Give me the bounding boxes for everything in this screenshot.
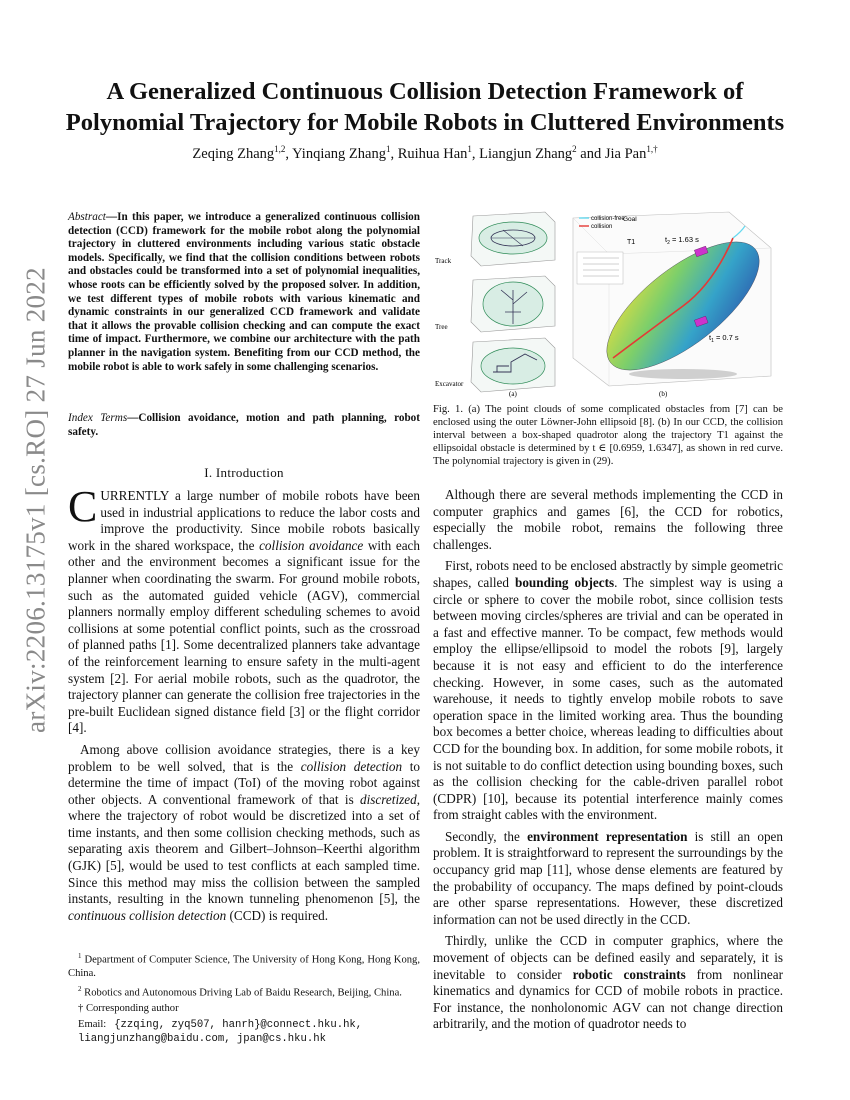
footnote-mark: 2 bbox=[78, 984, 82, 993]
author-list: Zeqing Zhang$^{1,2}$, Yinqiang Zhang$^1$, Ruihua Han$^1$, Liangjun Zhang$^2$ and Jia Pan$^{1,\dagger}$ bbox=[192, 144, 658, 162]
email-address[interactable]: liangjunzhang@baidu.com, jpan@cs.hku.hk bbox=[78, 1033, 326, 1046]
footnotes bbox=[68, 950, 420, 1049]
keyword: bounding objects bbox=[515, 574, 615, 590]
email-address[interactable]: {zzqing, zyq507, hanrh}@connect.hku.hk, bbox=[114, 1019, 363, 1032]
author-affiliation: 1,2 bbox=[274, 144, 286, 154]
t1-label: $t_1 = 0.7$ s bbox=[709, 333, 739, 344]
figure-caption: Fig. 1. (a) The point clouds of some complicated obstacles from [7] can be enclosed using the outer Löwner-John ellipsoid [8]. (b) In our CCD, the collision interval between a box-shaped quadrotor along the trajectory T1 against the ellipsoidal obstacle is determined by t ∈ [0.6959, 1.6347], as shown in red curve. The polynomial trajectory is given in (29). bbox=[433, 404, 783, 467]
email-label: Email: bbox=[78, 1019, 107, 1031]
abstract-text: In this paper, we introduce a generalized continuous collision detection (CCD) framework for the mobile robot along the polynomial trajectory in cluttered environments including various static obstacle models. Specifically, we find that the collision conditions between robots and obstacles could be transformed into a set of polynomial inequalities, whose roots can be efficiently solved by the proposed solver. In addition, we test different types of mobile robots with various kinematic and dynamic constraints in our generalized CCD framework and validate that it allows the provable collision checking and can compute the exact time of impact. Furthermore, we combine our architecture with the path planner in the navigation system. Benefiting from our CCD method, the mobile robot is able to work safely in some challenging scenarios. bbox=[68, 211, 420, 373]
index-terms-text: Collision avoidance, motion and path planning, robot safety. bbox=[68, 412, 420, 438]
abstract-label: Abstract bbox=[68, 211, 106, 223]
intro-paragraph bbox=[68, 742, 420, 925]
intro-text: Among above collision avoidance strategies, there is a key problem to be well solved, that is the bbox=[68, 741, 420, 774]
body-text: . The simplest way is using a circle or sphere to cover the mobile robot, since collision tests between moving circles/spheres are trivial and can be operated in a fast and effective manner. To be compact, few methods would employ the ellipse/ellipsoid to model the robots [9], largely because it is not easy and efficient to do the interference checking. However, in some cases, such as the automated warehouse, it needs to tightly envelop mobile robots to save operation space in the limited working area. Thus the bounding box becomes a better choice, whereas leading to difficulties about CCD for the bounding box. In addition, for some mobile robots, it is not suitable to do conflict detection using bounding boxes, such as the collision checking for the cable-driven parallel robot (CDPR) [10], because its potential interference mainly comes from straight cables with the environment. bbox=[433, 574, 784, 823]
panel-ellipsoid bbox=[573, 212, 779, 393]
figure-label: Excavator bbox=[435, 380, 464, 388]
footnote-text: Department of Computer Science, The University of Hong Kong, Hong Kong, China. bbox=[68, 954, 420, 979]
intro-paragraph bbox=[68, 482, 420, 737]
body-text: Thirdly, unlike the CCD in computer graphics, where the movement of objects can be defined easily and separately, it is inevitable to consider bbox=[433, 933, 783, 982]
emphasis: collision avoidance bbox=[259, 537, 364, 553]
author: Zeqing Zhang bbox=[192, 145, 275, 162]
goal-label: Goal bbox=[623, 216, 637, 223]
intro-text: to determine the time of impact (ToI) of the moving robot against other objects. A conventional framework of that is bbox=[68, 758, 420, 807]
figure-label: Tree bbox=[435, 323, 448, 331]
paper-title bbox=[60, 76, 790, 138]
body-paragraph bbox=[433, 933, 783, 1033]
emphasis: continuous collision detection bbox=[68, 907, 227, 923]
author-affiliation: 1 bbox=[467, 144, 472, 154]
footnote-email bbox=[68, 1018, 420, 1046]
title-line-1: A Generalized Continuous Collision Detection Framework of bbox=[106, 78, 744, 105]
t2-label: $t_2 = 1.63$ s bbox=[665, 235, 699, 246]
abstract: Abstract—In this paper, we introduce a generalized continuous collision detection (CCD) framework for the mobile robot along the polynomial trajectory in cluttered environments including various static obstacle models. Specifically, we find that the collision conditions between robots and obstacles could be transformed into a set of polynomial inequalities, whose roots can be efficiently solved by the proposed solver. In addition, we test different types of mobile robots with various kinematic and dynamic constraints in our generalized CCD framework and validate that it allows the provable collision checking and can compute the exact time of impact. Furthermore, we combine our architecture with the path planner in the navigation system. Benefiting from our CCD method, the mobile robot is able to work safely in some challenging scenarios. bbox=[68, 211, 420, 373]
footnote-mark: 1 bbox=[78, 952, 82, 960]
author-affiliation: 1 bbox=[385, 144, 391, 154]
author: Yinqiang Zhang bbox=[292, 145, 386, 162]
footnote-1 bbox=[68, 950, 420, 980]
body-paragraph bbox=[433, 829, 783, 929]
trajectory-label: T1 bbox=[627, 239, 636, 246]
intro-text: with each other and the environment becomes a significant issue for the planner when coordinating the swarm. For ground mobile robots, such as the automated guided vehicle (AGV), commercial planners normally employ different scheduling schemes to avoid collisions at some potential conflict points, such as the crossroad of planned paths [1]. Some decentralized planners take advantage of the reinforcement learning to ensure safety in the multi-agent system [2]. For aerial mobile robots, such as the quadrotor, the trajectory planner can generate the collision free trajectories in the pre-built Euclidean signed distance field [3] or the flight corridor [4]. bbox=[68, 537, 420, 736]
arxiv-stamp-text: arXiv:2206.13175v1 [cs.RO] 27 Jun 2022 bbox=[20, 267, 51, 733]
legend-collision-free: collision-free bbox=[591, 216, 625, 222]
title-line-2: Polynomial Trajectory for Mobile Robots in Cluttered Environments bbox=[65, 109, 785, 136]
subfigure-a-label: (a) bbox=[509, 390, 517, 398]
panel-track bbox=[471, 212, 555, 266]
index-terms-label: Index Terms bbox=[68, 412, 128, 424]
intro-text: URRENTLY a large number of mobile robots have been used in industrial applications to reduce the labor costs and improve the productivity. Since mobile robots basically work in the shared workspace, the bbox=[68, 488, 420, 553]
right-column-body bbox=[433, 487, 783, 1038]
index-terms: Index Terms—Collision avoidance, motion and path planning, robot safety. bbox=[68, 412, 420, 438]
footnote-3: † Corresponding author bbox=[78, 1003, 179, 1015]
drop-cap: C bbox=[68, 482, 98, 531]
section-heading: I. Introduction bbox=[204, 465, 284, 480]
intro-text: , where the trajectory of robot would be discretized into a set of time instants, and then some collision checking methods, such as separating axis theorem and Gilbert–Johnson–Keerthi algorithm (GJK) [5], would be used to test conflicts at each sampled time. Since this method may miss the collision between the sampled instants, resulting in the known tunneling phenomenon [5], the bbox=[68, 791, 420, 907]
introduction-body bbox=[68, 482, 420, 929]
author-affiliation: 2 bbox=[572, 144, 577, 154]
legend-collision: collision bbox=[591, 224, 613, 230]
intro-text: (CCD) is required. bbox=[226, 907, 329, 923]
figure-graphic bbox=[433, 208, 783, 398]
body-text: from nonlinear kinematics and dynamics for CCD of mobile robots in practice. For instance, the nonholonomic AGV can not change direction arbitrarily, and the motion of quadrotor needs to bbox=[433, 966, 783, 1032]
emphasis: collision detection bbox=[300, 758, 403, 774]
body-text: Secondly, the bbox=[445, 828, 528, 844]
footnote-text: Robotics and Autonomous Driving Lab of Baidu Research, Beijing, China. bbox=[84, 987, 402, 999]
body-paragraph: Although there are several methods implementing the CCD in computer graphics and games [6], the CCD for robotics, especially the mobile robot, remains the following three challenges. bbox=[433, 487, 783, 552]
subfigure-b-label: (b) bbox=[659, 390, 668, 398]
figure-1 bbox=[433, 208, 783, 398]
emphasis: discretized bbox=[360, 791, 417, 807]
body-text: First, robots need to be enclosed abstractly by simple geometric shapes, called bbox=[433, 558, 783, 590]
body-paragraph bbox=[433, 558, 783, 824]
author-affiliation: 1,† bbox=[646, 144, 658, 154]
arxiv-stamp bbox=[6, 267, 66, 733]
body-text: is still an open problem. It is straightforward to represent the surroundings by the occupancy grid map [11], whose dense elements are featured by the probability of occupancy. The maps defined by point-clouds are other sparse representations. However, these discretized information can not be used directly in the CCD. bbox=[433, 828, 783, 927]
author: Jia Pan bbox=[604, 145, 647, 162]
author: Ruihua Han bbox=[397, 145, 468, 162]
keyword: robotic constraints bbox=[572, 966, 686, 982]
figure-label: Track bbox=[435, 257, 452, 265]
footnote-2 bbox=[68, 983, 420, 1000]
panel-tree bbox=[471, 276, 555, 332]
panel-excavator bbox=[471, 338, 555, 392]
author: Liangjun Zhang bbox=[479, 145, 573, 162]
keyword: environment representation bbox=[527, 828, 688, 844]
